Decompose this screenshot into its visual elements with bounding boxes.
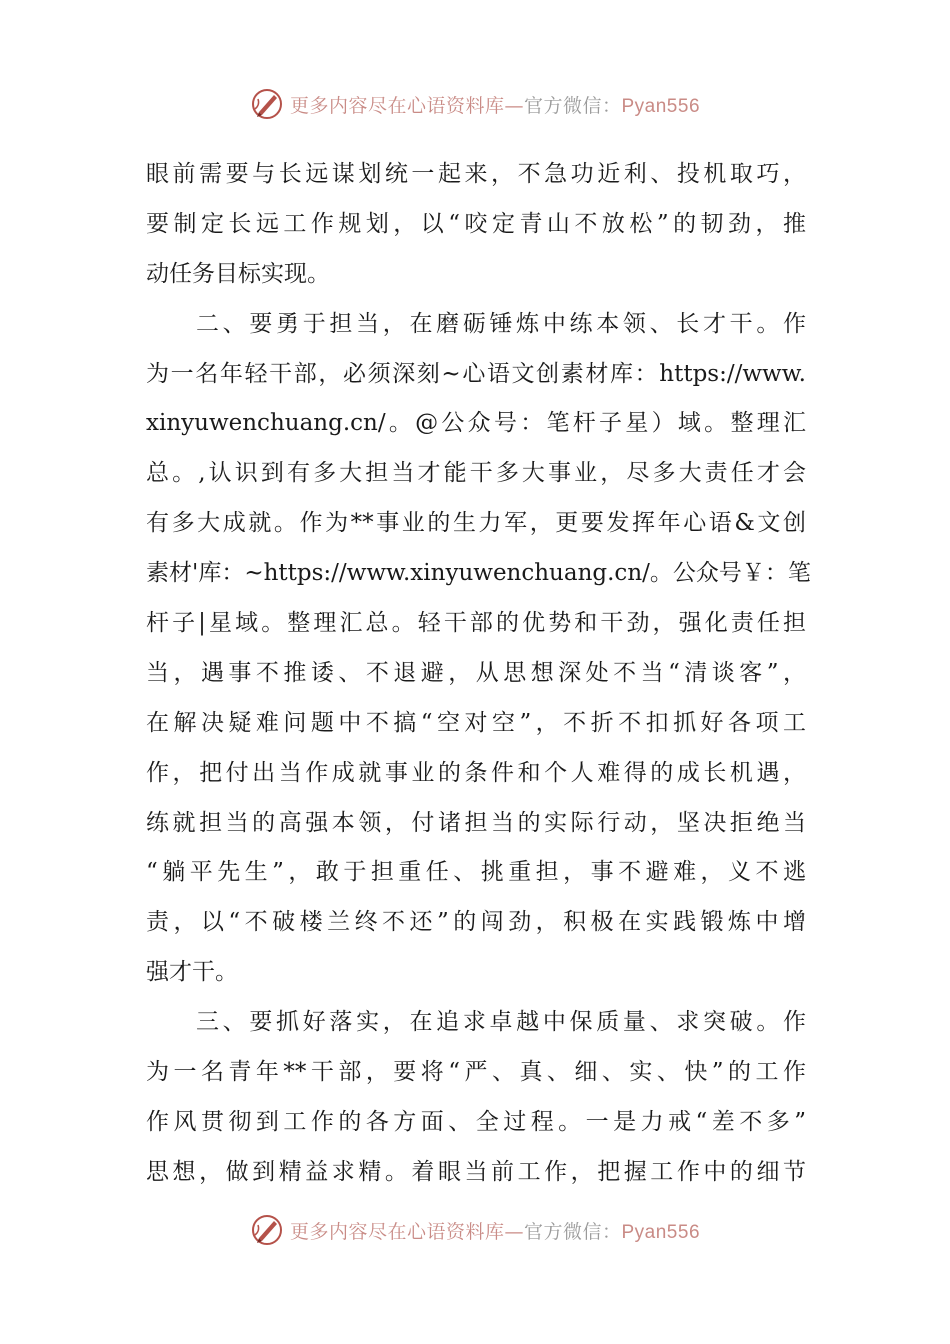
body-line: 素材'库：~https://www.xinyuwenchuang.cn/。公众号￥：笔 (146, 560, 811, 587)
body-line: 为一名青年**干部，要将“严、真、细、实、快”的工作 (146, 1059, 806, 1086)
footer-banner-text (290, 1217, 700, 1244)
pen-circle-logo-icon (250, 87, 284, 121)
header-banner-official: 官方微信： (523, 94, 622, 117)
body-line: 有多大成就。作为**事业的生力军，更要发挥年心语&文创 (146, 510, 806, 537)
body-line: 动任务目标实现。 (146, 260, 330, 287)
footer-banner-official: 官方微信： (523, 1220, 622, 1243)
body-line: 思想，做到精益求精。着眼当前工作，把握工作中的细节 (146, 1158, 806, 1185)
body-line: 作，把付出当作成就事业的条件和个人难得的成长机遇， (146, 759, 806, 786)
footer-banner-dash: — (504, 1220, 524, 1243)
body-line: 在解决疑难问题中不搞“空对空”，不折不扣抓好各项工 (146, 709, 806, 736)
header-banner-wechat-id: Pyan556 (621, 95, 701, 117)
body-line: 要制定长远工作规划，以“咬定青山不放松”的韧劲，推 (146, 210, 806, 237)
body-line: 总。,认识到有多大担当才能干多大事业，尽多大责任才会 (146, 460, 806, 487)
body-line: 三、要抓好落实，在追求卓越中保质量、求突破。作 (196, 1009, 806, 1036)
header-banner-dash: — (504, 94, 524, 117)
document-body (146, 150, 811, 1198)
pen-circle-logo-icon (250, 1213, 284, 1247)
body-line: xinyuwenchuang.cn/。@公众号：笔杆子星）域。整理汇 (146, 410, 806, 437)
header-banner-main: 更多内容尽在心语资料库 (289, 94, 505, 117)
body-line: 作风贯彻到工作的各方面、全过程。一是力戒“差不多” (146, 1108, 806, 1135)
header-banner (0, 84, 950, 124)
footer-banner (0, 1210, 950, 1250)
body-line: 当，遇事不推诿、不退避，从思想深处不当“清谈客”， (146, 659, 806, 686)
body-line: 杆子|星域。整理汇总。轻干部的优势和干劲，强化责任担 (146, 610, 806, 637)
body-line: “躺平先生”，敢于担重任、挑重担，事不避难，义不逃 (146, 859, 806, 886)
footer-banner-main: 更多内容尽在心语资料库 (289, 1220, 505, 1243)
body-line: 眼前需要与长远谋划统一起来，不急功近利、投机取巧， (146, 161, 806, 187)
body-line: 强才干。 (146, 959, 238, 986)
header-banner-text (290, 91, 700, 118)
footer-banner-wechat-id: Pyan556 (621, 1221, 701, 1243)
body-line: 责，以“不破楼兰终不还”的闯劲，积极在实践锻炼中增 (146, 909, 806, 936)
body-line: 二、要勇于担当，在磨砺锤炼中练本领、长才干。作 (196, 310, 806, 337)
body-line: 为一名年轻干部，必须深刻~心语文创素材库：https://www. (146, 360, 806, 387)
body-line: 练就担当的高强本领，付诸担当的实际行动，坚决拒绝当 (146, 809, 806, 836)
